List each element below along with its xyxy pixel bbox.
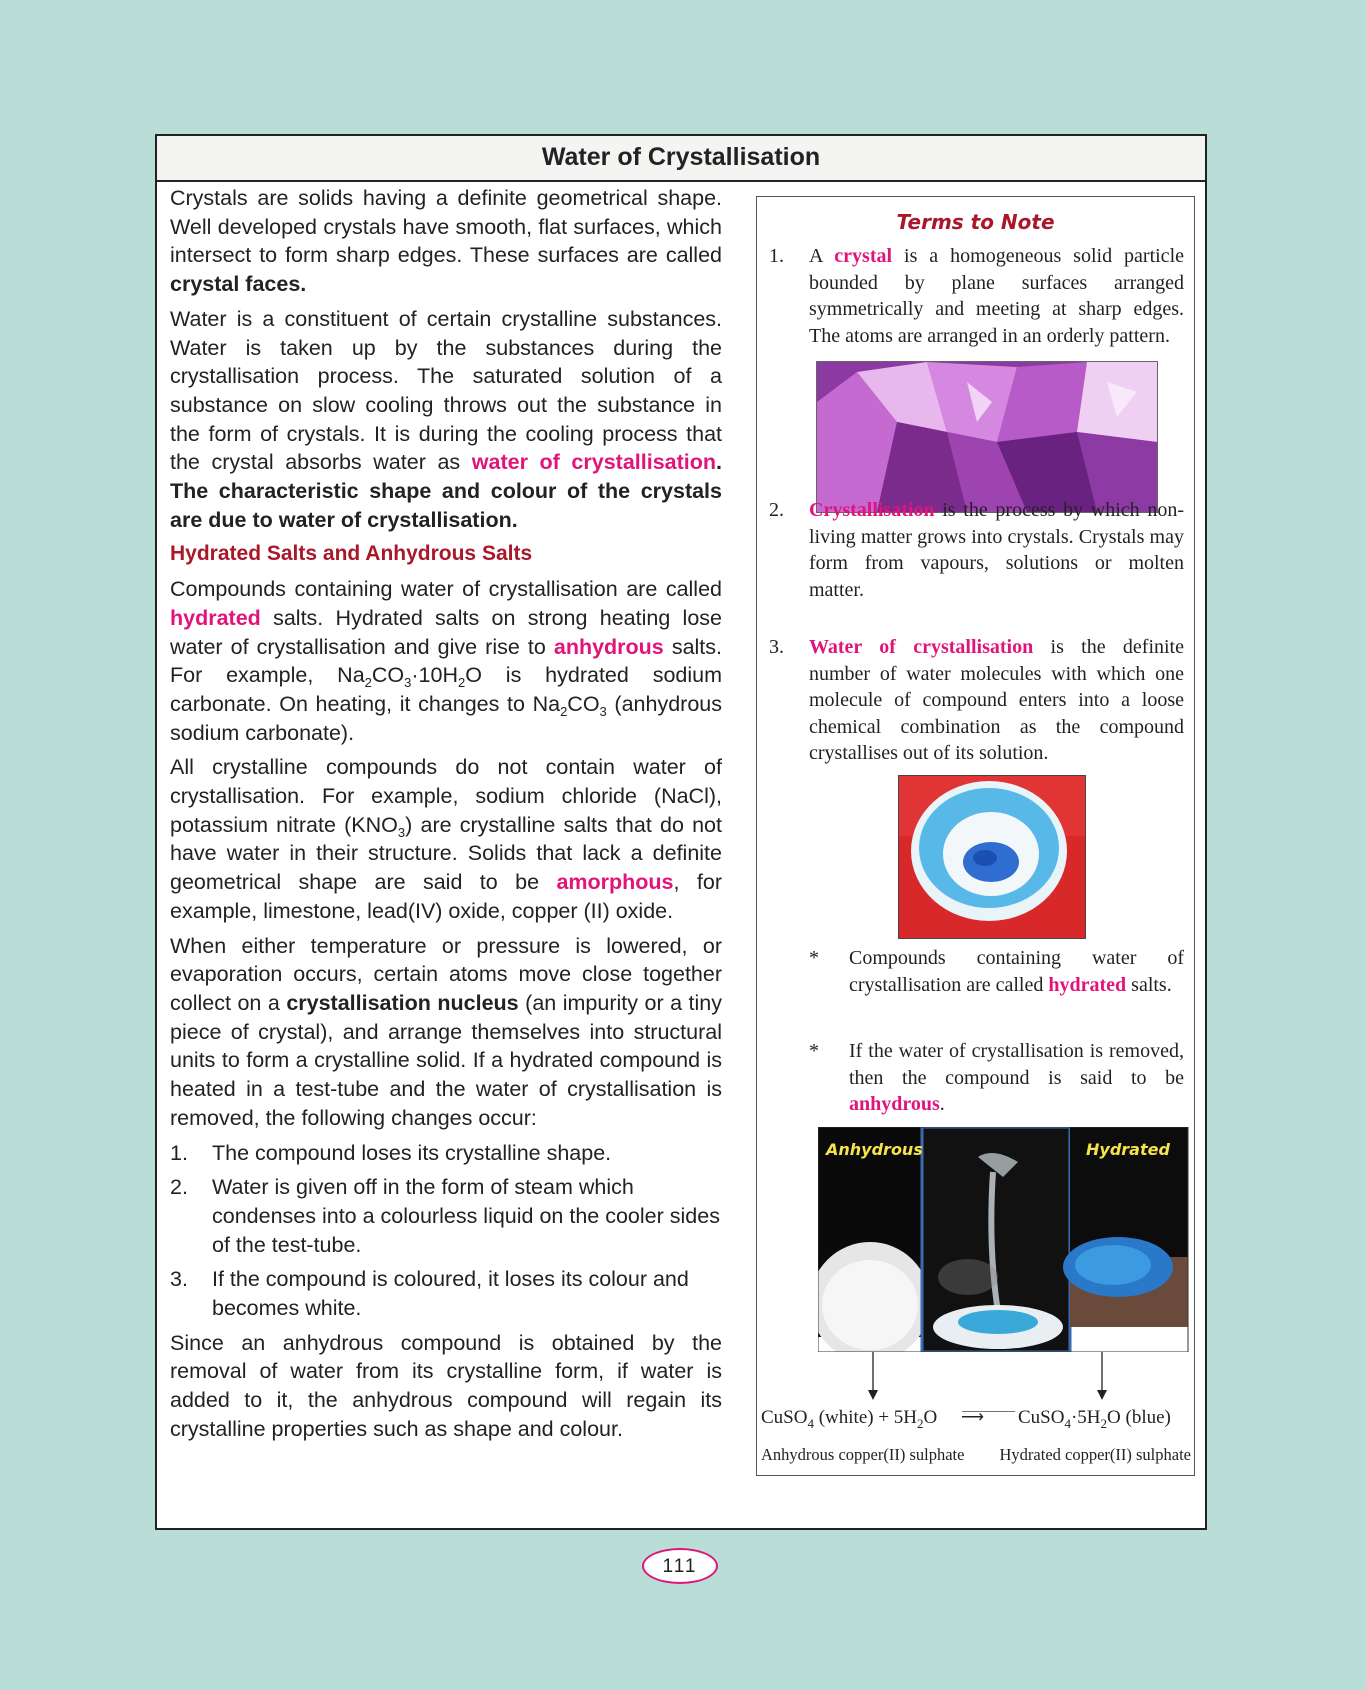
paragraph-crystals: Crystals are solids having a definite geometrical shape. Well developed crystals have smooth, flat surfaces, which intersect to form sharp edges. These surfaces are called crystal faces. bbox=[170, 186, 722, 297]
bullet-anhydrous: * If the water of crystallisation is removed, then the compound is said to be anhydrous. bbox=[809, 1040, 1184, 1115]
term-crystallisation-nucleus: crystallisation nucleus bbox=[286, 990, 519, 1015]
term-anhydrous: anhydrous bbox=[553, 634, 664, 659]
term-crystal-faces: crystal faces bbox=[170, 272, 301, 297]
paragraph-amorphous: All crystalline compounds do not contain water of crystallisation. For example, sodium chloride (NaCl), potassium nitrate $(KNO_3)$ are crystalline salts that do not have water in their structure. Solids that lack a definite geometrical shape are said to be amorphous, for example, limestone, lead(IV) oxide, copper (II) oxide. bbox=[170, 755, 722, 923]
anhydrous-hydrated-salts-image bbox=[818, 1127, 1192, 1352]
terms-title: Terms to Note bbox=[896, 210, 1055, 234]
label-anhydrous: Anhydrous bbox=[826, 1140, 923, 1159]
equation-arrows bbox=[757, 1352, 1196, 1412]
equation-labels bbox=[761, 1442, 1191, 1469]
amethyst-crystal-image bbox=[816, 361, 1158, 513]
label-hydrated-copper-sulphate: Hydrated copper(II) sulphate bbox=[999, 1445, 1191, 1464]
label-hydrated: Hydrated bbox=[1086, 1140, 1170, 1159]
term-item-water-of-crystallisation: 3. Water of crystallisation is the definite number of water molecules with which one molecule of compound enters into a loose chemical combination as the compound crystallises out of its solution. bbox=[769, 636, 1184, 764]
subheading-hydrated-anhydrous: Hydrated Salts and Anhydrous Salts bbox=[170, 542, 533, 566]
term-item-crystal: 1. A crystal is a homogeneous solid particle bounded by plane surfaces arranged symmetrically and meeting at sharp edges. The atoms are arranged in an orderly pattern. bbox=[769, 245, 1184, 347]
arrow-down-icon bbox=[868, 1390, 878, 1400]
list-item: 2. Water is given off in the form of steam which condenses into a colourless liquid on the cooler sides of the test-tube. bbox=[170, 1175, 720, 1257]
content-frame bbox=[155, 134, 1207, 1530]
paragraph-nucleus: When either temperature or pressure is lowered, or evaporation occurs, certain atoms move close together collect on a crystallisation nucleus (an impurity or a tiny piece of crystal), and arrange themselves into structural units to form a crystalline solid. If a hydrated compound is heated in a test-tube and the water of crystallisation is removed, the following changes occur: bbox=[170, 933, 723, 1130]
term-hydrated: hydrated bbox=[170, 605, 261, 630]
paragraph-regain: Since an anhydrous compound is obtained by the removal of water from its crystalline form, if water is added to it, the anhydrous compound will regain its crystalline properties such as shape and colour. bbox=[170, 1330, 722, 1441]
page-number: 111 bbox=[642, 1548, 718, 1584]
label-anhydrous-copper-sulphate: Anhydrous copper(II) sulphate bbox=[761, 1445, 965, 1464]
terms-to-note-box bbox=[756, 196, 1195, 1476]
arrow-right-icon: ⟶ bbox=[961, 1409, 984, 1426]
paragraph-hydrated: Compounds containing water of crystallisation are called hydrated salts. Hydrated salts on strong heating lose water of crystallisation and give rise to anhydrous salts. For example, $Na_2CO_3\cdot 10H_2O$ is hydrated sodium carbonate. On heating, it changes to $Na_2CO_3$ (anhydrous sodium carbonate). bbox=[170, 577, 723, 745]
changes-list bbox=[170, 1139, 722, 1323]
arrow-down-icon bbox=[1097, 1390, 1107, 1400]
list-item: 3. If the compound is coloured, it loses its colour and becomes white. bbox=[170, 1267, 689, 1321]
main-text-column bbox=[170, 184, 722, 1450]
paragraph-water-constituent: Water is a constituent of certain crystalline substances. Water is taken up by the substances during the crystallisation process. The saturated solution of a substance on slow cooling throws out the substance in the form of crystals. It is during the cooling process that the crystal absorbs water as water of crystallisation. The characteristic shape and colour of the crystals are due to water of crystallisation. bbox=[170, 306, 722, 532]
bullet-hydrated: * Compounds containing water of crystallisation are called hydrated salts. bbox=[809, 947, 1184, 996]
copper-sulphate-dish-image bbox=[898, 775, 1086, 939]
term-water-of-crystallisation: water of crystallisation bbox=[471, 450, 717, 475]
list-item: 1. The compound loses its crystalline shape. bbox=[170, 1140, 612, 1165]
equation-right: $CuSO_4\cdot 5H_2O$ (blue) bbox=[1018, 1407, 1171, 1431]
term-item-crystallisation: 2. Crystallisation is the process by which non-living matter grows into crystals. Crystals may form from vapours, solutions or molten matter. bbox=[769, 499, 1184, 601]
section-title: Water of Crystallisation bbox=[157, 136, 1205, 182]
equation-left: CuSO$_4$ (white) + $5H_2O$ bbox=[761, 1407, 938, 1431]
term-amorphous: amorphous bbox=[556, 870, 674, 895]
